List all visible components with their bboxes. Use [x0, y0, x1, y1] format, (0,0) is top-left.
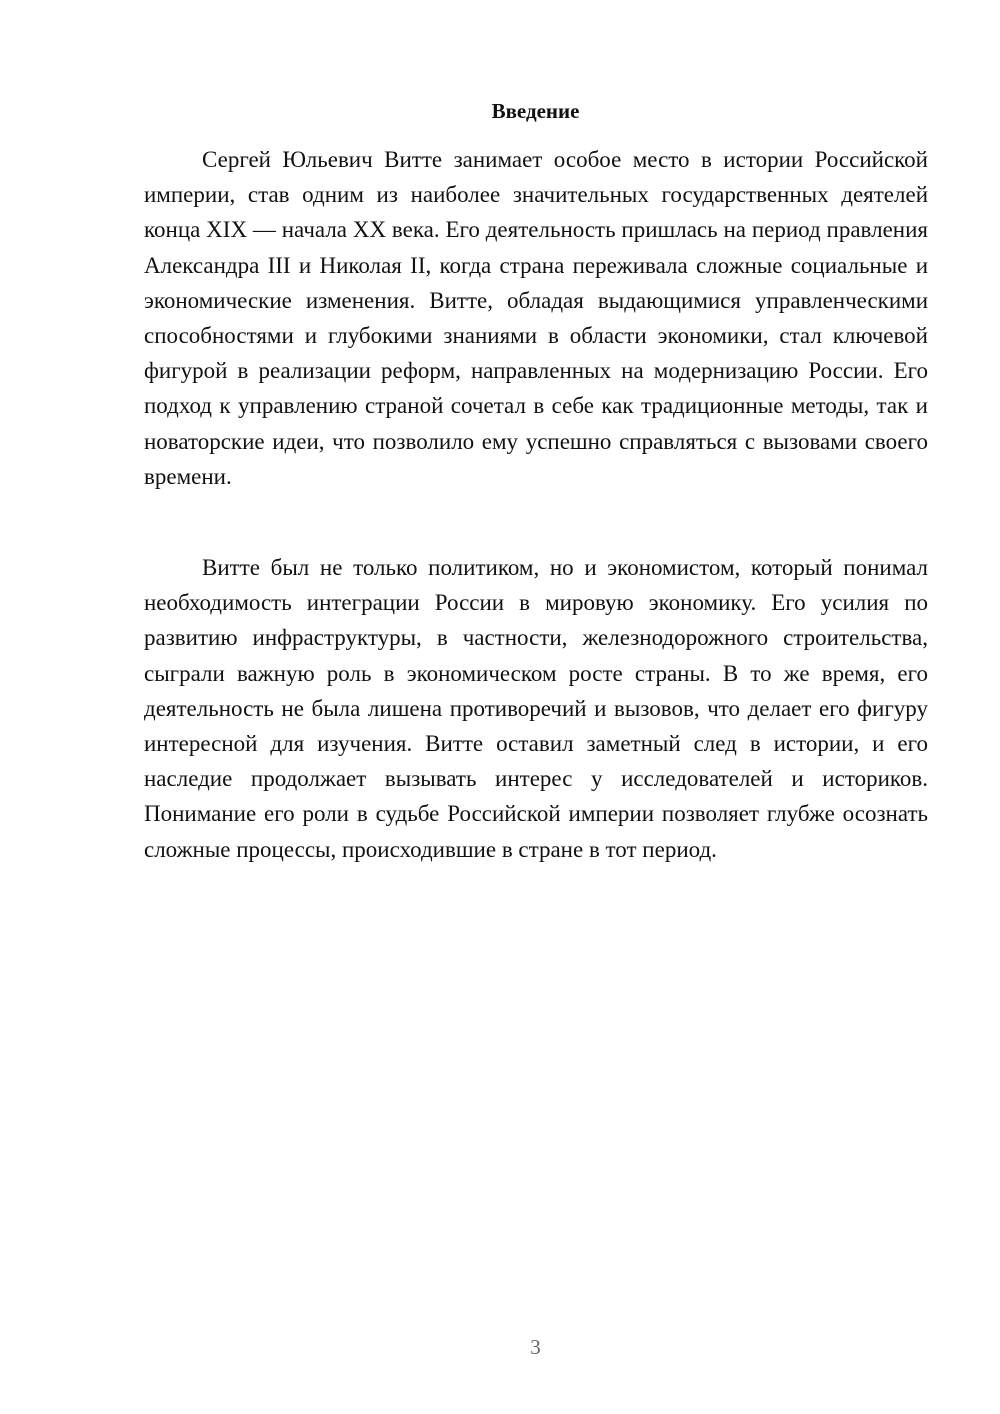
paragraph-2: Витте был не только политиком, но и экономистом, который понимал необходимость интеграции России в мировую экономику. Его усилия по развитию инфраструктуры, в частности, железнодорожного строительства, сыграли важную роль в экономическом росте страны. В то же время, его деятельность не была лишена противоречий и вызовов, что делает его фигуру интересной для изучения. Витте оставил заметный след в истории, и его наследие продолжает вызывать интерес у исследователей и историков. Понимание его роли в судьбе Российской империи позволяет глубже осознать сложные процессы, происходившие в стране в тот период. [144, 555, 928, 862]
paragraph-1: Сергей Юльевич Витте занимает особое место в истории Российской империи, став одним из наиболее значительных государственных деятелей конца XIX — начала XX века. Его деятельность пришлась на период правления Александра III и Николая II, когда страна переживала сложные социальные и экономические изменения. Витте, обладая выдающимися управленческими способностями и глубокими знаниями в области экономики, стал ключевой фигурой в реализации реформ, направленных на модернизацию России. Его подход к управлению страной сочетал в себе как традиционные методы, так и новаторские идеи, что позволило ему успешно справляться с вызовами своего времени. [144, 147, 928, 489]
section-title: Введение [491, 99, 580, 123]
page-number: 3 [530, 1335, 541, 1359]
